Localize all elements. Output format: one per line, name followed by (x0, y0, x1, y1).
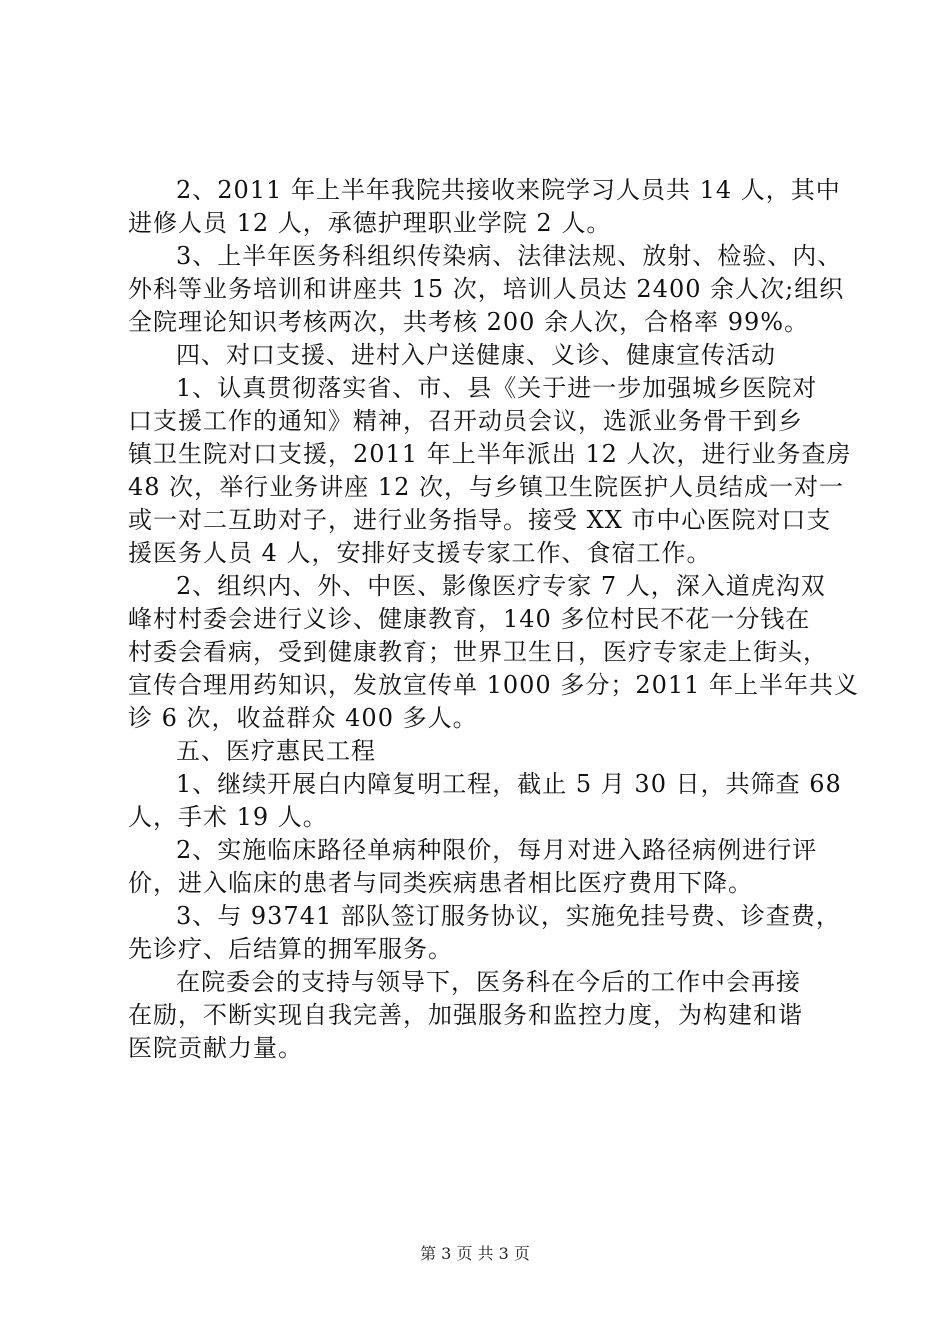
paragraph-line: 1、继续开展白内障复明工程，截止 5 月 30 日，共筛查 68 (176, 770, 842, 798)
paragraph-line: 援医务人员 4 人，安排好支援专家工作、食宿工作。 (128, 539, 712, 567)
paragraph-line: 价，进入临床的患者与同类疾病患者相比医疗费用下降。 (128, 869, 753, 897)
paragraph-line: 或一对二互助对子，进行业务指导。接受 XX 市中心医院对口支 (128, 506, 832, 534)
paragraph-line: 全院理论知识考核两次，共考核 200 余人次，合格率 99%。 (128, 308, 810, 336)
section-heading: 四、对口支援、进村入户送健康、义诊、健康宣传活动 (176, 341, 776, 369)
section-heading: 五、医疗惠民工程 (176, 737, 376, 765)
paragraph-line: 先诊疗、后结算的拥军服务。 (128, 935, 453, 963)
paragraph-line: 村委会看病，受到健康教育；世界卫生日，医疗专家走上街头， (128, 638, 828, 666)
paragraph-line: 在院委会的支持与领导下，医务科在今后的工作中会再接 (176, 968, 801, 996)
paragraph-line: 在励，不断实现自我完善，加强服务和监控力度，为构建和谐 (128, 1001, 803, 1029)
paragraph-line: 人，手术 19 人。 (128, 803, 328, 831)
paragraph-line: 口支援工作的通知》精神，召开动员会议，选派业务骨干到乡 (128, 407, 803, 435)
paragraph-line: 2、组织内、外、中医、影像医疗专家 7 人，深入道虎沟双 (176, 572, 826, 600)
paragraph-line: 3、上半年医务科组织传染病、法律法规、放射、检验、内、 (176, 242, 843, 270)
paragraph-line: 3、与 93741 部队签订服务协议，实施免挂号费、诊查费， (176, 902, 841, 930)
paragraph-line: 诊 6 次，收益群众 400 多人。 (128, 704, 478, 732)
paragraph-line: 48 次，举行业务讲座 12 次，与乡镇卫生院医护人员结成一对一 (128, 473, 844, 501)
page-number-footer: 第 3 页 共 3 页 (420, 1244, 530, 1263)
paragraph-line: 外科等业务培训和讲座共 15 次，培训人员达 2400 余人次;组织 (128, 275, 845, 303)
paragraph-line: 镇卫生院对口支援，2011 年上半年派出 12 人次，进行业务查房 (128, 440, 852, 468)
paragraph-line: 宣传合理用药知识，发放宣传单 1000 多分；2011 年上半年共义 (128, 671, 860, 699)
document-body (128, 174, 860, 1065)
paragraph-line: 1、认真贯彻落实省、市、县《关于进一步加强城乡医院对 (176, 374, 818, 402)
paragraph-line: 2、实施临床路径单病种限价，每月对进入路径病例进行评 (176, 836, 818, 864)
paragraph-line: 医院贡献力量。 (128, 1034, 303, 1062)
paragraph-line: 峰村村委会进行义诊、健康教育，140 多位村民不花一分钱在 (128, 605, 811, 633)
paragraph-line: 2、2011 年上半年我院共接收来院学习人员共 14 人，其中 (176, 176, 841, 204)
paragraph-line: 进修人员 12 人，承德护理职业学院 2 人。 (128, 209, 612, 237)
